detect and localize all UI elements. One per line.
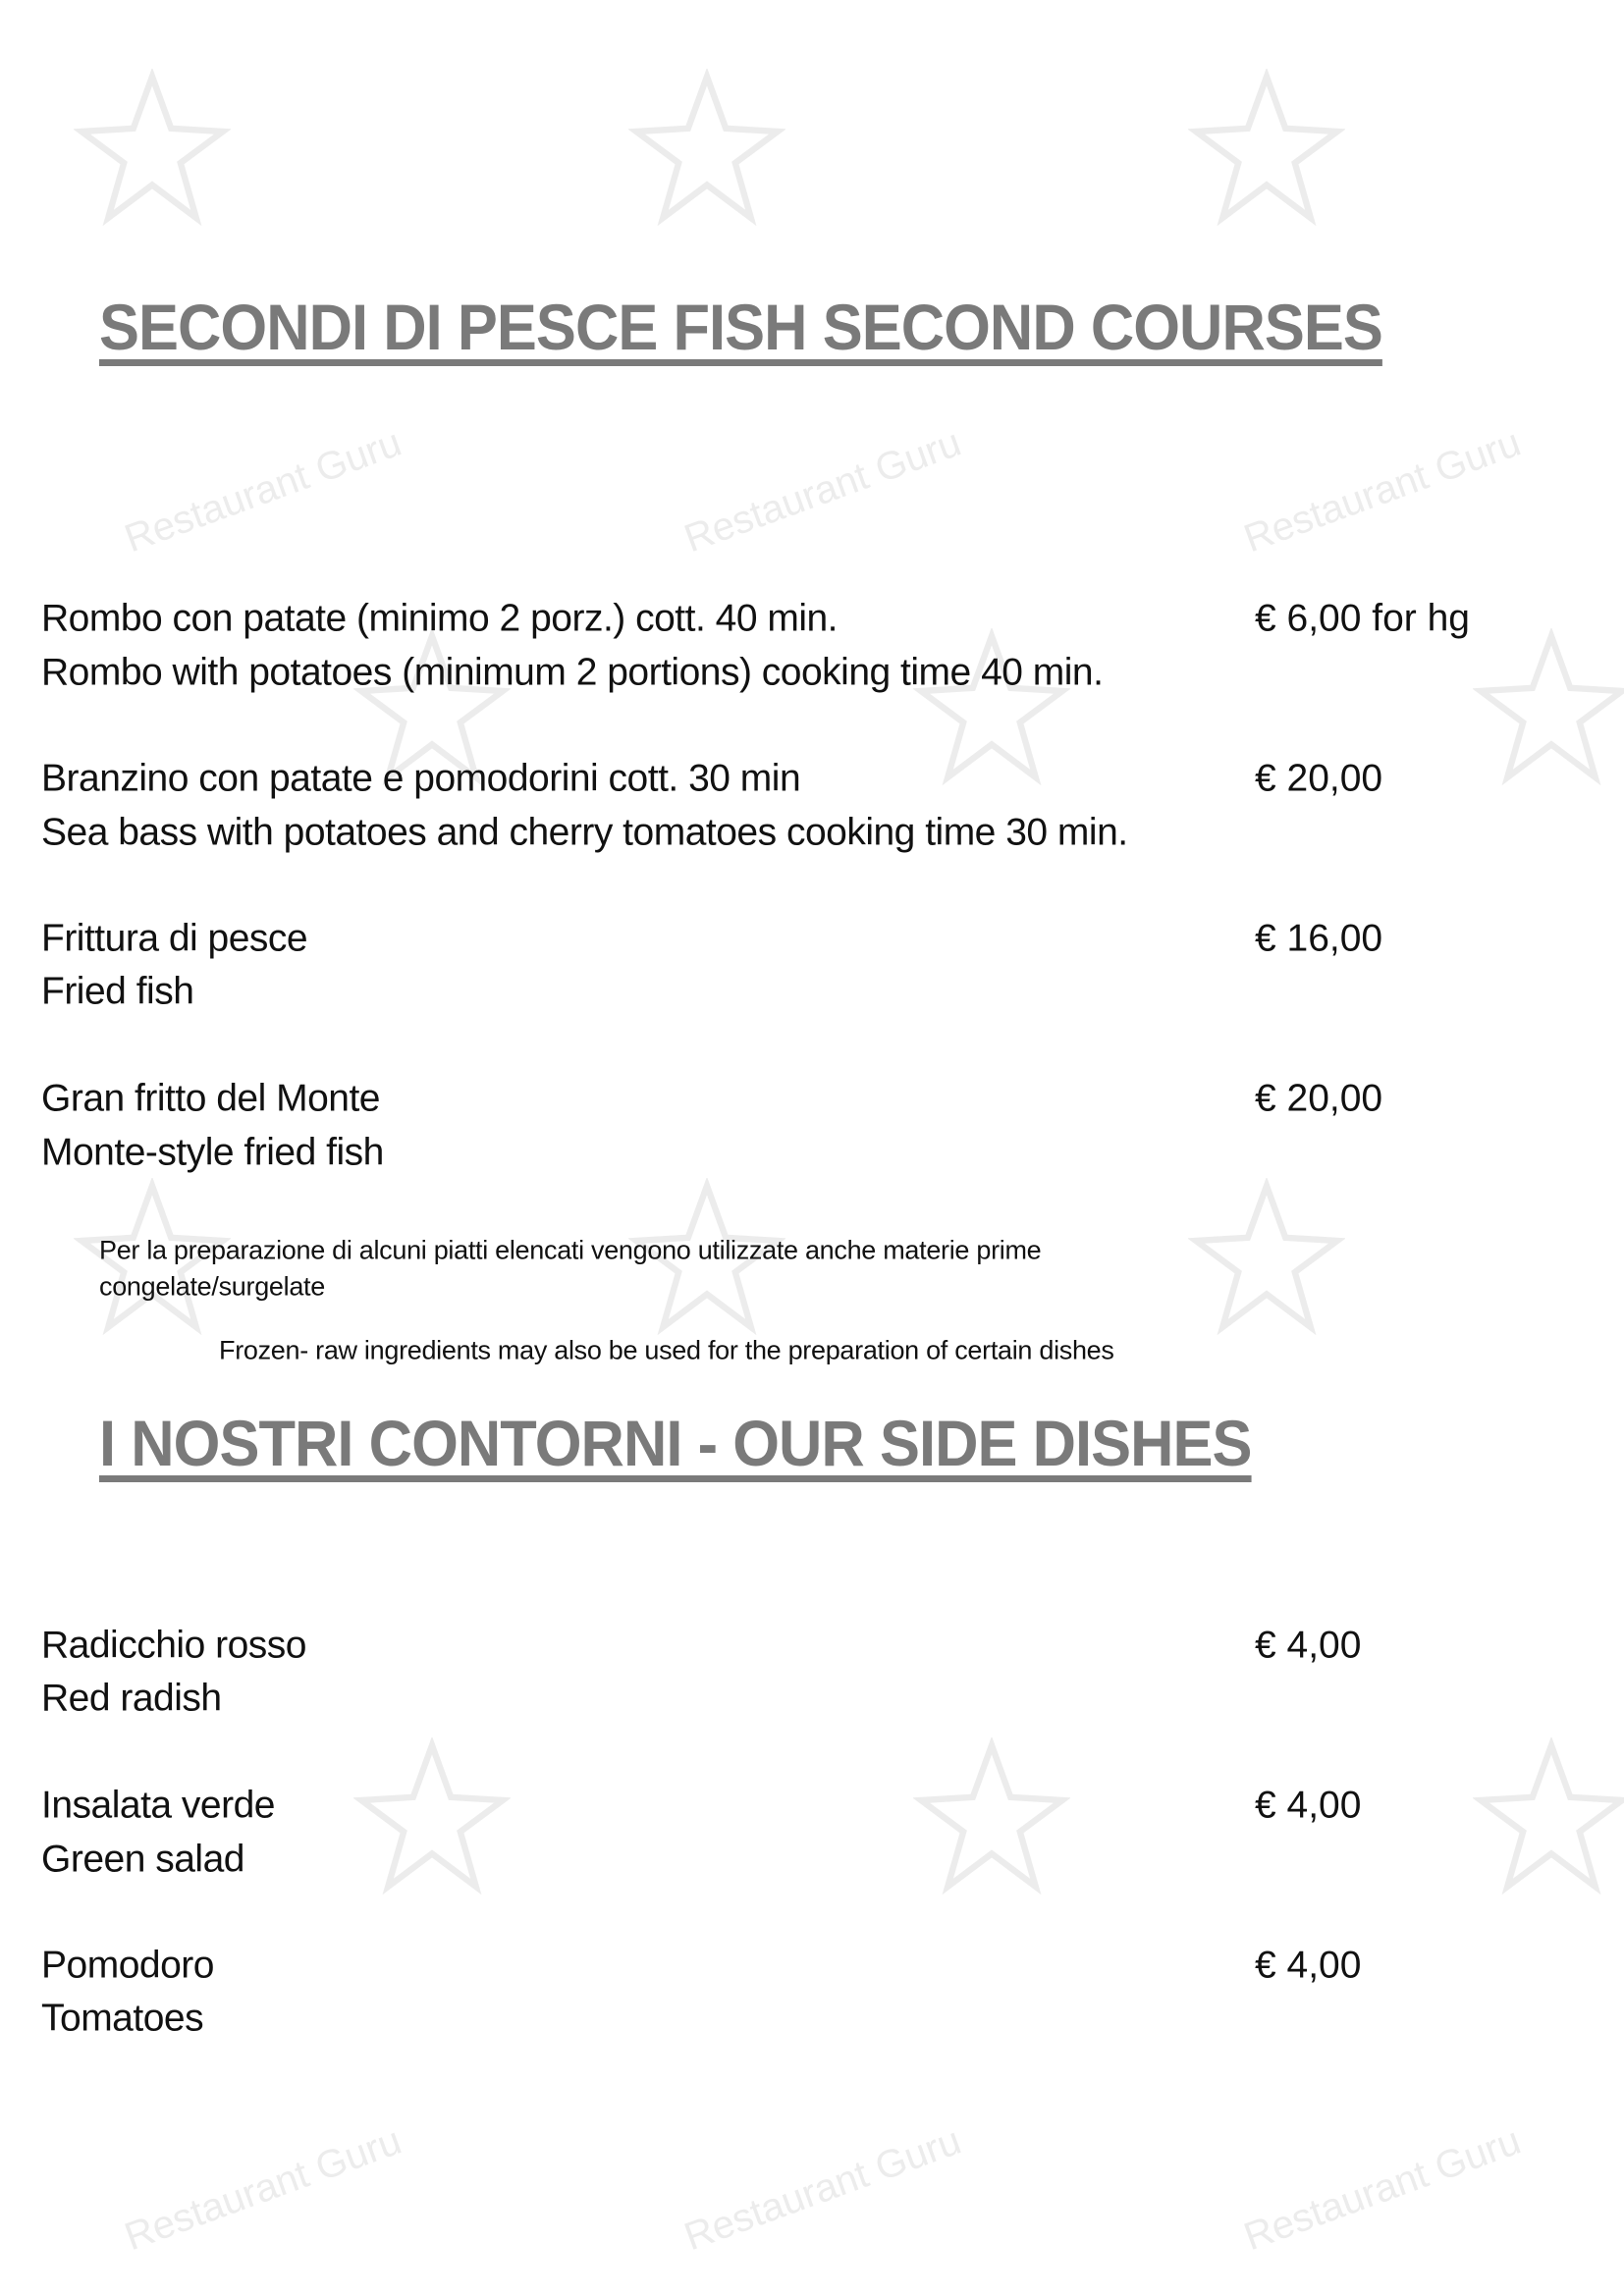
item-name-en: Red radish (41, 1677, 222, 1720)
watermark-star-fork-icon (1473, 628, 1624, 785)
item-name-it: Branzino con patate e pomodorini cott. 30 min (41, 757, 801, 800)
item-price: € 20,00 (1255, 1077, 1383, 1120)
section-title-sides: I NOSTRI CONTORNI - OUR SIDE DISHES (99, 1407, 1252, 1479)
watermark-star-fork-icon (1188, 1178, 1345, 1335)
section-title-fish: SECONDI DI PESCE FISH SECOND COURSES (99, 291, 1382, 363)
item-price: € 4,00 (1255, 1784, 1362, 1827)
frozen-note-en: Frozen- raw ingredients may also be used for the preparation of certain dishes (219, 1335, 1114, 1365)
watermark-star-fork-icon (1473, 1737, 1624, 1895)
item-name-it: Radicchio rosso (41, 1624, 306, 1667)
item-name-en: Tomatoes (41, 1997, 204, 2040)
watermark-star-fork-icon (74, 69, 231, 226)
item-price: € 4,00 (1255, 1944, 1362, 1987)
watermark-text: Restaurant Guru (119, 420, 407, 561)
item-name-en: Rombo with potatoes (minimum 2 portions) cooking time 40 min. (41, 651, 1104, 694)
item-name-it: Insalata verde (41, 1784, 275, 1827)
item-name-it: Pomodoro (41, 1944, 214, 1987)
watermark-star-fork-icon (913, 1737, 1070, 1895)
item-name-en: Sea bass with potatoes and cherry tomatoes cooking time 30 min. (41, 811, 1128, 854)
watermark-text: Restaurant Guru (678, 420, 967, 561)
watermark-text: Restaurant Guru (119, 2118, 407, 2260)
item-price: € 4,00 (1255, 1624, 1362, 1667)
watermark-text: Restaurant Guru (678, 2118, 967, 2260)
item-price: € 6,00 for hg (1255, 597, 1470, 640)
frozen-note-it: Per la preparazione di alcuni piatti elencati vengono utilizzate anche materie prime (99, 1235, 1042, 1265)
item-name-it: Rombo con patate (minimo 2 porz.) cott. 40 min. (41, 597, 839, 640)
item-name-it: Frittura di pesce (41, 917, 308, 960)
watermark-star-fork-icon (628, 69, 785, 226)
item-name-en: Green salad (41, 1838, 244, 1881)
item-price: € 16,00 (1255, 917, 1383, 960)
frozen-note-it-cont: congelate/surgelate (99, 1271, 325, 1302)
item-name-it: Gran fritto del Monte (41, 1077, 380, 1120)
watermark-text: Restaurant Guru (1238, 2118, 1527, 2260)
watermark-text: Restaurant Guru (1238, 420, 1527, 561)
item-name-en: Monte-style fried fish (41, 1131, 384, 1174)
item-price: € 20,00 (1255, 757, 1383, 800)
watermark-star-fork-icon (353, 1737, 511, 1895)
item-name-en: Fried fish (41, 970, 194, 1013)
watermark-star-fork-icon (1188, 69, 1345, 226)
